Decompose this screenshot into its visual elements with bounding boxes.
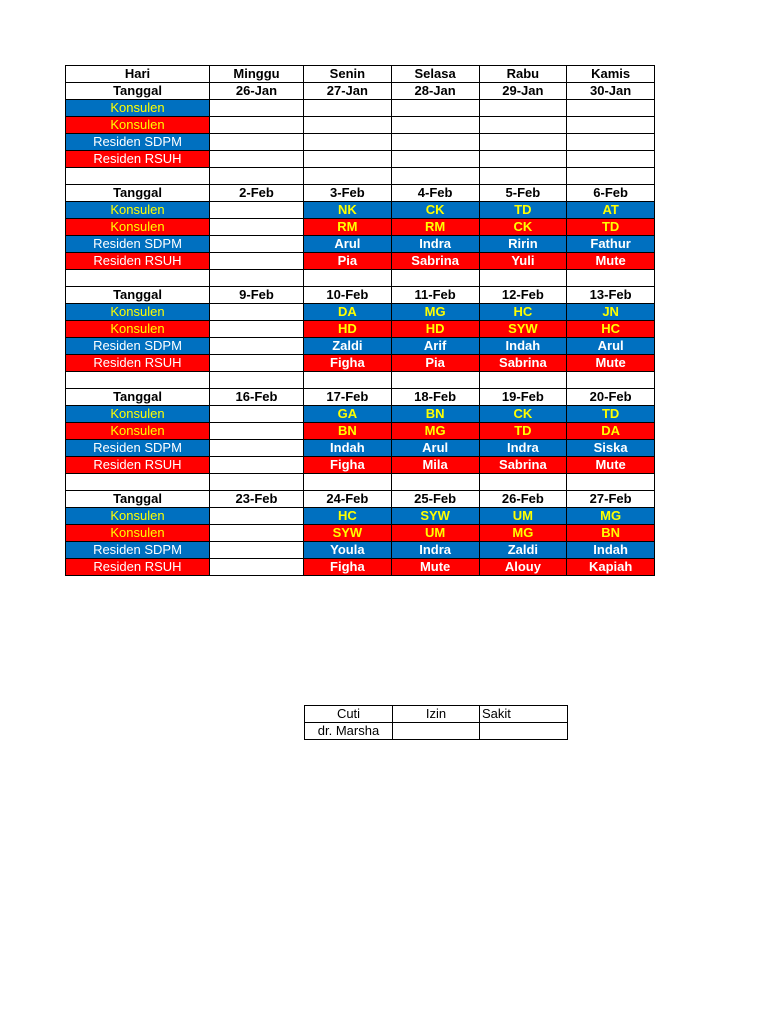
schedule-cell[interactable]: BN xyxy=(304,423,392,440)
residen-sdpm-row xyxy=(66,338,655,355)
date-cell[interactable]: 11-Feb xyxy=(391,287,479,304)
date-cell[interactable]: 4-Feb xyxy=(391,185,479,202)
row-label-cell[interactable]: Tanggal xyxy=(66,185,210,202)
date-cell[interactable]: 18-Feb xyxy=(391,389,479,406)
row-label-cell[interactable]: Residen SDPM xyxy=(66,338,210,355)
konsulen-red-row xyxy=(66,219,655,236)
row-label-cell[interactable]: Konsulen xyxy=(66,219,210,236)
residen-rsuh-row xyxy=(66,457,655,474)
leave-cell-name[interactable]: dr. Marsha xyxy=(305,723,393,740)
leave-header-izin[interactable]: Izin xyxy=(393,706,480,723)
schedule-cell[interactable] xyxy=(391,134,479,151)
row-label-cell[interactable]: Residen RSUH xyxy=(66,355,210,372)
schedule-cell[interactable] xyxy=(391,117,479,134)
date-cell[interactable]: 27-Feb xyxy=(567,491,655,508)
schedule-cell[interactable] xyxy=(210,440,304,457)
row-label-cell[interactable]: Konsulen xyxy=(66,117,210,134)
schedule-cell[interactable]: Kapiah xyxy=(567,559,655,576)
schedule-cell[interactable]: CK xyxy=(479,406,567,423)
schedule-cell[interactable]: Arul xyxy=(391,440,479,457)
schedule-cell[interactable] xyxy=(391,151,479,168)
empty-cell[interactable] xyxy=(567,474,655,491)
empty-cell[interactable] xyxy=(567,270,655,287)
schedule-cell[interactable] xyxy=(210,253,304,270)
schedule-cell[interactable]: TD xyxy=(479,423,567,440)
schedule-cell[interactable]: Mute xyxy=(567,457,655,474)
konsulen-blue-row xyxy=(66,406,655,423)
empty-cell[interactable] xyxy=(66,168,210,185)
empty-cell[interactable] xyxy=(210,168,304,185)
row-label-cell[interactable]: Konsulen xyxy=(66,304,210,321)
konsulen-blue-row xyxy=(66,304,655,321)
date-cell[interactable]: 2-Feb xyxy=(210,185,304,202)
empty-cell[interactable] xyxy=(210,270,304,287)
schedule-cell[interactable] xyxy=(479,117,567,134)
schedule-cell[interactable]: Mute xyxy=(567,253,655,270)
schedule-cell[interactable]: Sabrina xyxy=(479,457,567,474)
schedule-cell[interactable]: HC xyxy=(479,304,567,321)
residen-rsuh-row xyxy=(66,355,655,372)
schedule-cell[interactable] xyxy=(210,406,304,423)
schedule-cell[interactable]: Sabrina xyxy=(391,253,479,270)
schedule-cell[interactable] xyxy=(567,117,655,134)
row-label-cell[interactable]: Residen SDPM xyxy=(66,236,210,253)
date-cell[interactable]: 28-Jan xyxy=(391,83,479,100)
schedule-cell[interactable] xyxy=(210,134,304,151)
date-cell[interactable]: 25-Feb xyxy=(391,491,479,508)
schedule-cell[interactable] xyxy=(210,423,304,440)
schedule-cell[interactable] xyxy=(479,100,567,117)
empty-cell[interactable] xyxy=(210,372,304,389)
schedule-cell[interactable]: HC xyxy=(567,321,655,338)
date-cell[interactable]: 9-Feb xyxy=(210,287,304,304)
header-cell-rabu[interactable]: Rabu xyxy=(479,66,567,83)
konsulen-red-row xyxy=(66,117,655,134)
row-label-cell[interactable]: Konsulen xyxy=(66,321,210,338)
residen-sdpm-row xyxy=(66,440,655,457)
header-cell-kamis[interactable]: Kamis xyxy=(567,66,655,83)
row-label-cell[interactable]: Konsulen xyxy=(66,508,210,525)
empty-cell[interactable] xyxy=(304,372,392,389)
schedule-cell[interactable]: BN xyxy=(391,406,479,423)
leave-header-row xyxy=(305,706,568,723)
schedule-cell[interactable] xyxy=(210,202,304,219)
date-row xyxy=(66,287,655,304)
schedule-cell[interactable] xyxy=(210,100,304,117)
empty-cell[interactable] xyxy=(304,168,392,185)
schedule-cell[interactable]: TD xyxy=(567,219,655,236)
residen-rsuh-row xyxy=(66,559,655,576)
date-cell[interactable]: 30-Jan xyxy=(567,83,655,100)
spacer-row xyxy=(66,372,655,389)
schedule-cell[interactable]: HC xyxy=(304,508,392,525)
header-cell-minggu[interactable]: Minggu xyxy=(210,66,304,83)
schedule-cell[interactable]: SYW xyxy=(391,508,479,525)
row-label-cell[interactable]: Residen RSUH xyxy=(66,151,210,168)
schedule-body xyxy=(66,66,655,576)
empty-cell[interactable] xyxy=(391,270,479,287)
schedule-cell[interactable] xyxy=(304,100,392,117)
schedule-cell[interactable]: TD xyxy=(567,406,655,423)
date-cell[interactable]: 26-Jan xyxy=(210,83,304,100)
konsulen-blue-row xyxy=(66,508,655,525)
schedule-cell[interactable]: DA xyxy=(304,304,392,321)
leave-header-sakit[interactable]: Sakit xyxy=(480,706,568,723)
schedule-cell[interactable]: Figha xyxy=(304,559,392,576)
spacer-row xyxy=(66,270,655,287)
date-cell[interactable]: 29-Jan xyxy=(479,83,567,100)
schedule-cell[interactable]: CK xyxy=(391,202,479,219)
schedule-cell[interactable] xyxy=(304,117,392,134)
leave-table xyxy=(304,705,568,740)
schedule-cell[interactable]: Youla xyxy=(304,542,392,559)
schedule-cell[interactable]: Indra xyxy=(391,542,479,559)
date-cell[interactable]: 27-Jan xyxy=(304,83,392,100)
date-cell[interactable]: 20-Feb xyxy=(567,389,655,406)
empty-cell[interactable] xyxy=(479,270,567,287)
residen-sdpm-row xyxy=(66,542,655,559)
konsulen-red-row xyxy=(66,321,655,338)
schedule-cell[interactable]: MG xyxy=(567,508,655,525)
schedule-cell[interactable]: Zaldi xyxy=(479,542,567,559)
schedule-cell[interactable]: Zaldi xyxy=(304,338,392,355)
leave-cell-izin[interactable] xyxy=(393,723,480,740)
row-label-cell[interactable]: Residen SDPM xyxy=(66,542,210,559)
empty-cell[interactable] xyxy=(391,168,479,185)
leave-cell-sakit[interactable] xyxy=(480,723,568,740)
schedule-cell[interactable] xyxy=(304,151,392,168)
schedule-cell[interactable]: MG xyxy=(391,423,479,440)
residen-rsuh-row xyxy=(66,151,655,168)
header-row xyxy=(66,66,655,83)
empty-cell[interactable] xyxy=(210,474,304,491)
schedule-cell[interactable] xyxy=(304,134,392,151)
row-label-cell[interactable]: Konsulen xyxy=(66,100,210,117)
empty-cell[interactable] xyxy=(479,168,567,185)
row-label-cell[interactable]: Tanggal xyxy=(66,389,210,406)
row-label-cell[interactable]: Tanggal xyxy=(66,287,210,304)
date-cell[interactable]: 24-Feb xyxy=(304,491,392,508)
schedule-cell[interactable]: Arul xyxy=(304,236,392,253)
konsulen-blue-row xyxy=(66,202,655,219)
schedule-cell[interactable]: MG xyxy=(391,304,479,321)
date-row xyxy=(66,491,655,508)
row-label-cell[interactable]: Konsulen xyxy=(66,423,210,440)
schedule-cell[interactable]: Arif xyxy=(391,338,479,355)
konsulen-red-row xyxy=(66,423,655,440)
schedule-cell[interactable] xyxy=(210,559,304,576)
schedule-cell[interactable]: Sabrina xyxy=(479,355,567,372)
row-label-cell[interactable]: Konsulen xyxy=(66,406,210,423)
schedule-cell[interactable]: HD xyxy=(304,321,392,338)
schedule-cell[interactable] xyxy=(210,236,304,253)
schedule-cell[interactable]: Siska xyxy=(567,440,655,457)
schedule-cell[interactable] xyxy=(210,542,304,559)
date-cell[interactable]: 12-Feb xyxy=(479,287,567,304)
empty-cell[interactable] xyxy=(304,270,392,287)
schedule-cell[interactable]: JN xyxy=(567,304,655,321)
empty-cell[interactable] xyxy=(66,474,210,491)
row-label-cell[interactable]: Tanggal xyxy=(66,83,210,100)
schedule-cell[interactable]: Figha xyxy=(304,457,392,474)
schedule-cell[interactable]: Indah xyxy=(479,338,567,355)
schedule-cell[interactable]: Mute xyxy=(391,559,479,576)
schedule-cell[interactable]: Mute xyxy=(567,355,655,372)
schedule-cell[interactable] xyxy=(479,134,567,151)
schedule-cell[interactable]: MG xyxy=(479,525,567,542)
schedule-cell[interactable]: SYW xyxy=(304,525,392,542)
schedule-cell[interactable]: Figha xyxy=(304,355,392,372)
date-cell[interactable]: 10-Feb xyxy=(304,287,392,304)
schedule-cell[interactable]: Indra xyxy=(479,440,567,457)
empty-cell[interactable] xyxy=(567,168,655,185)
residen-sdpm-row xyxy=(66,134,655,151)
schedule-cell[interactable] xyxy=(210,219,304,236)
row-label-cell[interactable]: Residen SDPM xyxy=(66,134,210,151)
date-cell[interactable]: 17-Feb xyxy=(304,389,392,406)
spacer-row xyxy=(66,168,655,185)
schedule-cell[interactable] xyxy=(567,151,655,168)
schedule-table xyxy=(65,65,655,576)
date-cell[interactable]: 19-Feb xyxy=(479,389,567,406)
schedule-cell[interactable] xyxy=(210,355,304,372)
row-label-cell[interactable]: Konsulen xyxy=(66,202,210,219)
schedule-cell[interactable] xyxy=(210,304,304,321)
schedule-cell[interactable]: RM xyxy=(304,219,392,236)
row-label-cell[interactable]: Konsulen xyxy=(66,525,210,542)
schedule-cell[interactable] xyxy=(567,100,655,117)
konsulen-blue-row xyxy=(66,100,655,117)
date-cell[interactable]: 3-Feb xyxy=(304,185,392,202)
row-label-cell[interactable]: Residen SDPM xyxy=(66,440,210,457)
row-label-cell[interactable]: Residen RSUH xyxy=(66,559,210,576)
leave-header-cuti[interactable]: Cuti xyxy=(305,706,393,723)
schedule-cell[interactable]: Ririn xyxy=(479,236,567,253)
schedule-cell[interactable] xyxy=(210,338,304,355)
date-cell[interactable]: 13-Feb xyxy=(567,287,655,304)
schedule-cell[interactable]: Fathur xyxy=(567,236,655,253)
header-cell-selasa[interactable]: Selasa xyxy=(391,66,479,83)
date-cell[interactable]: 16-Feb xyxy=(210,389,304,406)
schedule-cell[interactable]: NK xyxy=(304,202,392,219)
empty-cell[interactable] xyxy=(391,474,479,491)
date-row xyxy=(66,389,655,406)
empty-cell[interactable] xyxy=(66,372,210,389)
schedule-cell[interactable]: AT xyxy=(567,202,655,219)
konsulen-red-row xyxy=(66,525,655,542)
schedule-cell[interactable]: GA xyxy=(304,406,392,423)
schedule-cell[interactable]: Alouy xyxy=(479,559,567,576)
schedule-cell[interactable]: Arul xyxy=(567,338,655,355)
residen-rsuh-row xyxy=(66,253,655,270)
schedule-cell[interactable]: Pia xyxy=(391,355,479,372)
spacer-row xyxy=(66,474,655,491)
schedule-cell[interactable] xyxy=(210,508,304,525)
date-row xyxy=(66,185,655,202)
row-label-cell[interactable]: Residen RSUH xyxy=(66,457,210,474)
schedule-cell[interactable]: BN xyxy=(567,525,655,542)
date-cell[interactable]: 5-Feb xyxy=(479,185,567,202)
schedule-cell[interactable]: RM xyxy=(391,219,479,236)
date-cell[interactable]: 26-Feb xyxy=(479,491,567,508)
schedule-cell[interactable] xyxy=(210,117,304,134)
empty-cell[interactable] xyxy=(479,474,567,491)
schedule-cell[interactable]: Yuli xyxy=(479,253,567,270)
schedule-cell[interactable] xyxy=(391,100,479,117)
date-cell[interactable]: 23-Feb xyxy=(210,491,304,508)
schedule-cell[interactable]: TD xyxy=(479,202,567,219)
schedule-cell[interactable]: UM xyxy=(391,525,479,542)
schedule-cell[interactable] xyxy=(210,321,304,338)
schedule-cell[interactable] xyxy=(567,134,655,151)
row-label-cell[interactable]: Tanggal xyxy=(66,491,210,508)
schedule-cell[interactable] xyxy=(210,151,304,168)
schedule-cell[interactable]: Indah xyxy=(567,542,655,559)
date-row xyxy=(66,83,655,100)
schedule-cell[interactable]: Indah xyxy=(304,440,392,457)
schedule-cell[interactable]: Mila xyxy=(391,457,479,474)
schedule-cell[interactable]: DA xyxy=(567,423,655,440)
schedule-cell[interactable]: HD xyxy=(391,321,479,338)
schedule-cell[interactable]: Pia xyxy=(304,253,392,270)
empty-cell[interactable] xyxy=(304,474,392,491)
row-label-cell[interactable]: Residen RSUH xyxy=(66,253,210,270)
schedule-cell[interactable]: Indra xyxy=(391,236,479,253)
empty-cell[interactable] xyxy=(479,372,567,389)
empty-cell[interactable] xyxy=(391,372,479,389)
empty-cell[interactable] xyxy=(567,372,655,389)
header-cell-senin[interactable]: Senin xyxy=(304,66,392,83)
schedule-cell[interactable]: UM xyxy=(479,508,567,525)
residen-sdpm-row xyxy=(66,236,655,253)
date-cell[interactable]: 6-Feb xyxy=(567,185,655,202)
header-cell-day[interactable]: Hari xyxy=(66,66,210,83)
schedule-cell[interactable] xyxy=(479,151,567,168)
schedule-cell[interactable]: SYW xyxy=(479,321,567,338)
leave-row xyxy=(305,723,568,740)
empty-cell[interactable] xyxy=(66,270,210,287)
schedule-cell[interactable]: CK xyxy=(479,219,567,236)
schedule-cell[interactable] xyxy=(210,457,304,474)
schedule-cell[interactable] xyxy=(210,525,304,542)
